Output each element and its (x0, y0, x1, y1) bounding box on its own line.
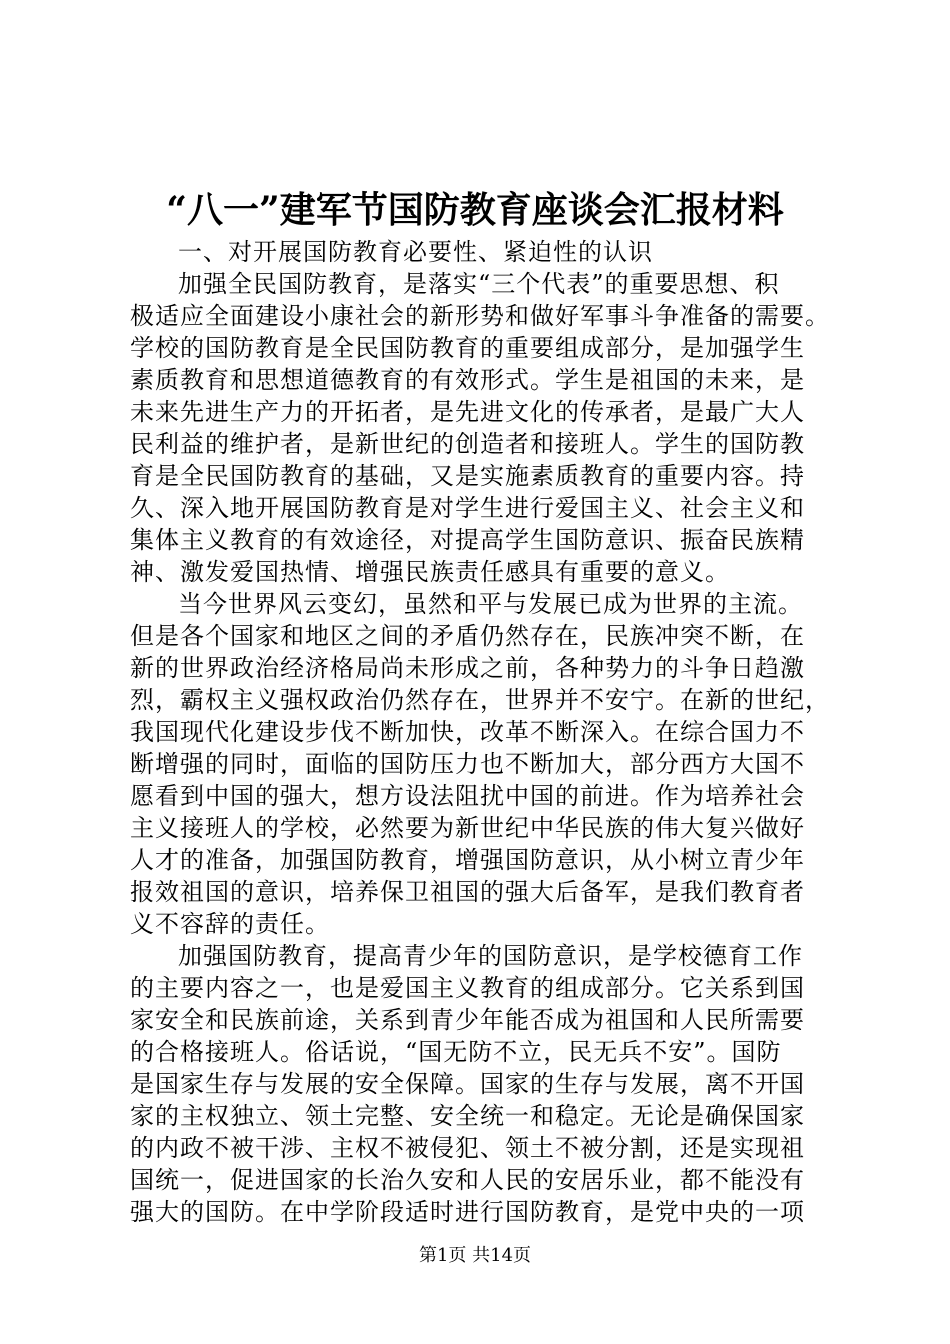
paragraph-line: 国统一，促进国家的长治久安和人民的安居乐业，都不能没有 (130, 1166, 805, 1194)
paragraph-line: 学校的国防教育是全民国防教育的重要组成部分，是加强学生 (130, 334, 805, 362)
paragraph-line: 的内政不被干涉、主权不被侵犯、领土不被分割，还是实现祖 (130, 1134, 805, 1162)
paragraph-line: 义不容辞的责任。 (130, 910, 330, 938)
paragraph-line: 是国家生存与发展的安全保障。国家的生存与发展，离不开国 (130, 1070, 805, 1098)
paragraph-line: 我国现代化建设步伐不断加快，改革不断深入。在综合国力不 (130, 718, 805, 746)
paragraph-line: 家的主权独立、领土完整、安全统一和稳定。无论是确保国家 (130, 1102, 805, 1130)
paragraph-line: 但是各个国家和地区之间的矛盾仍然存在，民族冲突不断，在 (130, 622, 805, 650)
document-title: “八一”建军节国防教育座谈会汇报材料 (166, 189, 784, 231)
paragraph-line: 当今世界风云变幻，虽然和平与发展已成为世界的主流。 (178, 590, 803, 618)
paragraph-line: 新的世界政治经济格局尚未形成之前，各种势力的斗争日趋激 (130, 654, 805, 682)
paragraph-line: 的主要内容之一，也是爱国主义教育的组成部分。它关系到国 (130, 974, 805, 1002)
paragraph-line: 集体主义教育的有效途径，对提高学生国防意识、振奋民族精 (130, 526, 805, 554)
paragraph-line: 加强全民国防教育，是落实“三个代表”的重要思想、积 (178, 270, 780, 298)
paragraph-line: 断增强的同时，面临的国防压力也不断加大，部分西方大国不 (130, 750, 805, 778)
paragraph-line: 加强国防教育，提高青少年的国防意识，是学校德育工作 (178, 942, 803, 970)
section-heading: 一、对开展国防教育必要性、紧迫性的认识 (178, 238, 653, 266)
paragraph-line: 主义接班人的学校，必然要为新世纪中华民族的伟大复兴做好 (130, 814, 805, 842)
paragraph-line: 神、激发爱国热情、增强民族责任感具有重要的意义。 (130, 558, 730, 586)
document-body (130, 236, 830, 1228)
paragraph-line: 育是全民国防教育的基础，又是实施素质教育的重要内容。持 (130, 462, 805, 490)
paragraph-line: 人才的准备，加强国防教育，增强国防意识，从小树立青少年 (130, 846, 805, 874)
paragraph-line: 强大的国防。在中学阶段适时进行国防教育，是党中央的一项 (130, 1198, 805, 1226)
paragraph-line: 素质教育和思想道德教育的有效形式。学生是祖国的未来，是 (130, 366, 805, 394)
paragraph-line: 久、深入地开展国防教育是对学生进行爱国主义、社会主义和 (130, 494, 805, 522)
paragraph-line: 报效祖国的意识，培养保卫祖国的强大后备军，是我们教育者 (130, 878, 805, 906)
page-number-footer: 第1页 共14页 (418, 1245, 532, 1266)
paragraph-line: 未来先进生产力的开拓者，是先进文化的传承者，是最广大人 (130, 398, 805, 426)
paragraph-line: 烈，霸权主义强权政治仍然存在，世界并不安宁。在新的世纪， (130, 686, 830, 714)
paragraph-line: 愿看到中国的强大，想方设法阻扰中国的前进。作为培养社会 (130, 782, 805, 810)
paragraph-line: 的合格接班人。俗话说，“国无防不立，民无兵不安”。国防 (130, 1038, 782, 1066)
paragraph-line: 极适应全面建设小康社会的新形势和做好军事斗争准备的需要。 (130, 302, 830, 330)
paragraph-line: 家安全和民族前途，关系到青少年能否成为祖国和人民所需要 (130, 1006, 805, 1034)
paragraph-line: 民利益的维护者，是新世纪的创造者和接班人。学生的国防教 (130, 430, 805, 458)
